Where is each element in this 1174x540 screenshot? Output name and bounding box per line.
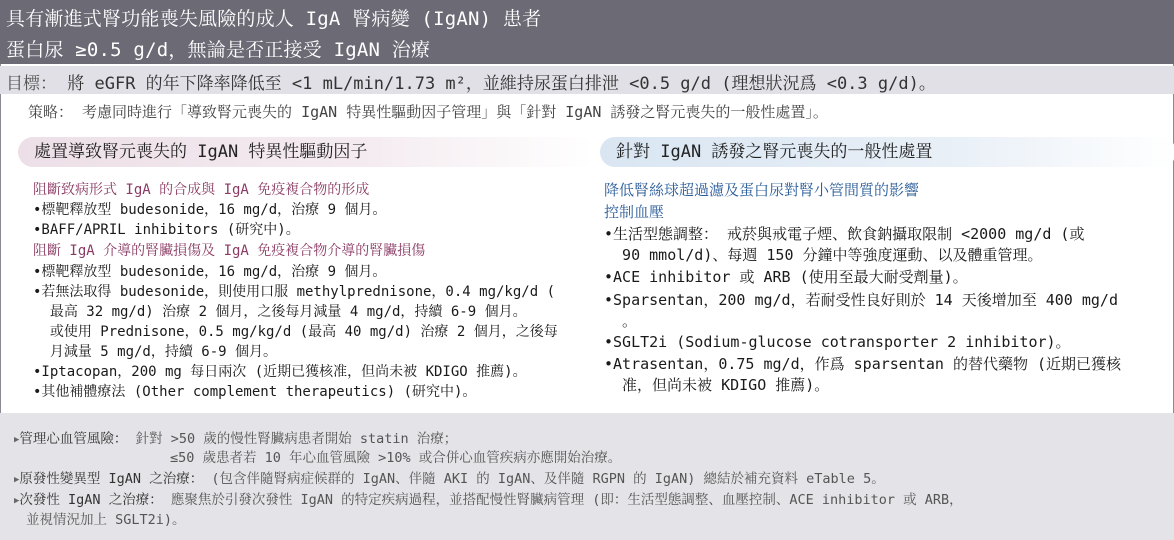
header-title-line2: 蛋白尿 ≥0.5 g/d，無論是否正接受 IgAN 治療 [6,39,431,61]
list-item: 准，但尚未被 KDIGO 推薦)。 [604,376,830,394]
list-item: •SGLT2i (Sodium-glucose cotransporter 2 inhibitor)。 [604,333,1071,351]
goal-bar [0,66,1174,94]
goal-text: 將 eGFR 的年下降率降低至 <1 mL/min/1.73 m²，並維持尿蛋白排泄 <0.5 g/d (理想狀況爲 <0.3 g/d)。 [67,74,936,94]
list-item: 。 [604,312,638,330]
list-item: •Iptacopan，200 mg 每日兩次 (近期已獲核准，但尚未被 KDIGO 推薦)。 [33,364,527,380]
list-item: 月減量 5 mg/d，持續 6-9 個月。 [33,344,278,360]
footer-secondary-label: 次發性 IgAN 之治療： [19,492,163,508]
footer-secondary-row [14,488,963,508]
footer-secondary-line2: 並視情況加上 SGLT2i)。 [26,512,186,528]
list-item: •標靶釋放型 budesonide，16 mg/d，治療 9 個月。 [33,202,387,218]
footer-cv-line2: ≤50 歲患者若 10 年心血管風險 >10% 或合併心血管疾病亦應開始治療。 [170,450,622,466]
footer-cv-line1: 針對 >50 歲的慢性腎臟病患者開始 statin 治療； [135,431,458,447]
list-item: 或使用 Prednisone，0.5 mg/kg/d (最高 40 mg/d) 治療 2 個月，之後每 [33,324,558,340]
footer-primary-text: (包含伴隨腎病症候群的 IgAN、伴隨 AKI 的 IgAN、及伴隨 RGPN 的 IgAN) 總結於補充資料 eTable 5。 [211,471,885,487]
right-column-title: 針對 IgAN 誘發之腎元喪失的一般性處置 [600,137,1174,167]
footer-primary-row [14,467,885,487]
right-subheading-1: 降低腎絲球超過濾及蛋白尿對腎小管間質的影響 [604,181,920,199]
left-column-title: 處置導致腎元喪失的 IgAN 特異性驅動因子 [18,137,594,167]
footer-cv-label: 管理心血管風險： [19,431,128,447]
list-item: •其他補體療法 (Other complement therapeutics) (研究中)。 [33,384,477,400]
strategy-label: 策略： [28,103,74,121]
list-item: •若無法取得 budesonide，則使用口服 methylprednisone，0.4 mg/kg/d ( [33,284,556,300]
header-banner [0,0,1174,64]
left-subheading-1: 阻斷致病形式 IgA 的合成與 IgA 免疫複合物的形成 [33,182,370,198]
strategy-row [28,101,828,122]
footer-primary-label: 原發性變異型 IgAN 之治療： [19,471,204,487]
goal-label: 目標： [6,74,57,94]
right-subheading-2: 控制血壓 [604,203,665,221]
list-item: •BAFF/APRIL inhibitors (研究中)。 [33,222,300,238]
header-title-line1: 具有漸進式腎功能喪失風險的成人 IgA 腎病變 (IgAN) 患者 [6,8,542,30]
list-item: 90 mmol/d)、每週 150 分鐘中等強度運動、以及體重管理。 [604,246,1043,264]
triangle-bullet-icon: ▶ [14,496,20,506]
list-item: •Sparsentan，200 mg/d，若耐受性良好則於 14 天後增加至 400 mg/d [604,291,1118,309]
list-item: 最高 32 mg/d) 治療 2 個月，之後每月減量 4 mg/d，持續 6-9 個月。 [33,304,527,320]
goal-text-row [6,69,936,94]
triangle-bullet-icon: ▶ [14,435,20,445]
footer-notes [0,413,1174,540]
list-item: •生活型態調整： 戒菸與戒電子煙、飲食鈉攝取限制 <2000 mg/d (或 [604,225,1085,243]
strategy-text: 考慮同時進行「導致腎元喪失的 IgAN 特異性驅動因子管理」與「針對 IgAN 誘發之腎元喪失的一般性處置」。 [82,103,828,121]
triangle-bullet-icon: ▶ [14,475,20,485]
left-subheading-2: 阻斷 IgA 介導的腎臟損傷及 IgA 免疫複合物介導的腎臟損傷 [33,243,426,259]
list-item: •標靶釋放型 budesonide，16 mg/d，治療 9 個月。 [33,264,387,280]
footer-secondary-line1: 應聚焦於引發次發性 IgAN 的特定疾病過程，並搭配慢性腎臟病管理 (即：生活型態調整、血壓控制、ACE inhibitor 或 ARB， [170,492,963,508]
list-item: •Atrasentan，0.75 mg/d，作爲 sparsentan 的替代藥物 (近期已獲核 [604,355,1122,373]
list-item: •ACE inhibitor 或 ARB (使用至最大耐受劑量)。 [604,268,968,286]
footer-cv-row [14,427,457,447]
